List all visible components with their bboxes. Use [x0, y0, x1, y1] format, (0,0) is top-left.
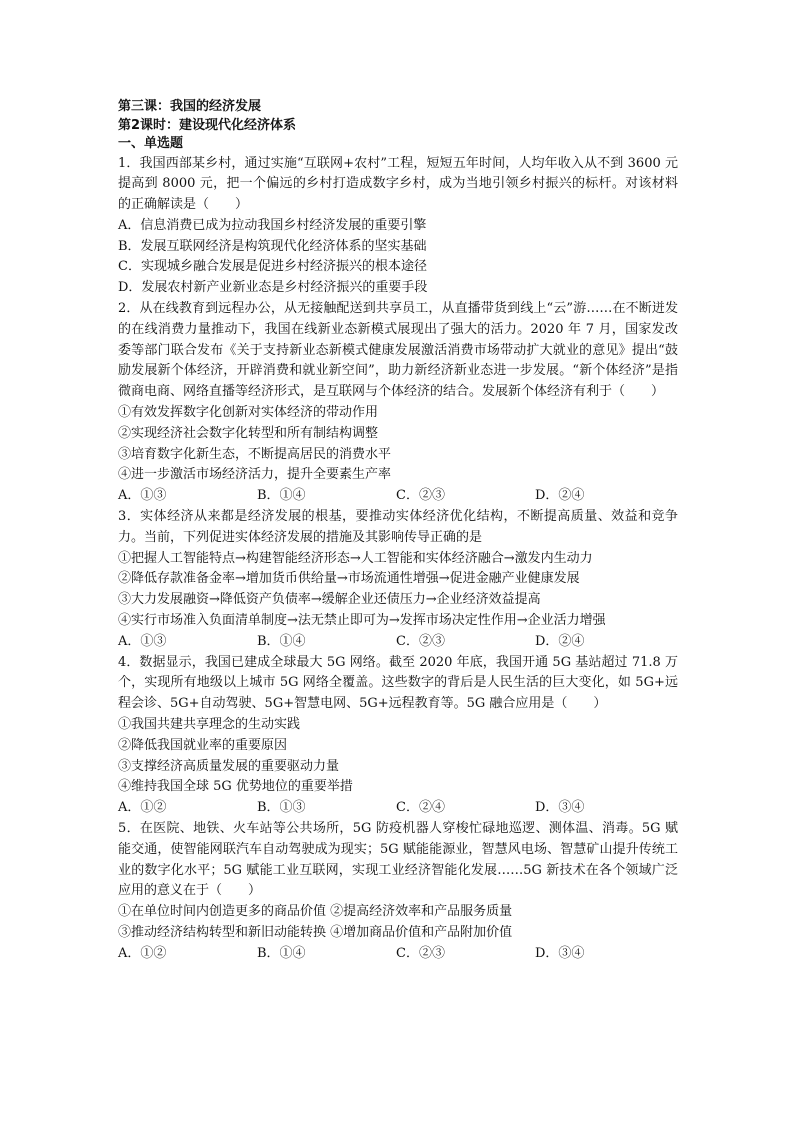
answer-option-b: B．发展互联网经济是构筑现代化经济体系的坚实基础: [118, 238, 427, 254]
statement-item-2: ②降低我国就业率的重要原因: [118, 737, 288, 753]
lesson-title: 第三课：我国的经济发展: [118, 99, 262, 114]
answer-option-a: A．①②: [118, 945, 167, 961]
period-title: 第2课时：建设现代化经济体系: [118, 117, 297, 133]
worksheet-page: [118, 98, 678, 965]
answer-option-c: C．实现城乡融合发展是促进乡村经济振兴的根本途径: [118, 259, 427, 275]
statement-item-4: ④实行市场准入负面清单制度→法无禁止即可为→发挥市场决定性作用→企业活力增强: [118, 613, 606, 629]
answer-option-d: D．③④: [535, 945, 585, 961]
statement-item-4: ④维持我国全球 5G 优势地位的重要举措: [118, 779, 353, 795]
question-2: [118, 299, 678, 507]
answer-option-b: B．①③: [257, 800, 306, 816]
question-stem: 5．在医院、地铁、火车站等公共场所，5G 防疫机器人穿梭忙碌地巡逻、测体温、消毒。5G 赋能交通，使智能网联汽车自动驾驶成为现实；5G 赋能能源业，智慧风电场、智慧矿山提升传统工业的数字化水平；5G 赋能工业互联网，实现工业经济智能化发展……5G 新技术在各个领域广泛应用的意义在于（ ）: [118, 821, 678, 899]
question-4: [118, 653, 678, 819]
statement-item-2: ②降低存款准备金率→增加货币供给量→市场流通性增强→促进金融产业健康发展: [118, 571, 580, 587]
statement-items-3-4: ③推动经济结构转型和新旧动能转换 ④增加商品价值和产品附加价值: [118, 924, 513, 940]
statement-item-1: ①把握人工智能特点→构建智能经济形态→人工智能和实体经济融合→激发内生动力: [118, 550, 593, 566]
question-stem: 3．实体经济从来都是经济发展的根基，要推动实体经济优化结构，不断提高质量、效益和竞争力。当前，下列促进实体经济发展的措施及其影响传导正确的是: [118, 509, 678, 545]
question-3: [118, 507, 678, 653]
answer-options-row: [118, 798, 678, 819]
answer-option-c: C．②④: [396, 800, 445, 816]
answer-option-b: B．①④: [257, 633, 306, 649]
answer-options-row: [118, 486, 678, 507]
answer-option-a: A．信息消费已成为拉动我国乡村经济发展的重要引擎: [118, 217, 427, 233]
question-1: [118, 154, 678, 300]
statement-item-4: ④进一步激活市场经济活力，提升全要素生产率: [118, 467, 392, 483]
question-5: [118, 819, 678, 965]
answer-option-c: C．②③: [396, 488, 445, 504]
answer-option-c: C．②③: [396, 945, 445, 961]
question-stem: 4．数据显示，我国已建成全球最大 5G 网络。截至 2020 年底，我国开通 5G 基站超过 71.8 万个，实现所有地级以上城市 5G 网络全覆盖。这些数字的背后是人民生活的巨大变化，如 5G+远程会诊、5G+自动驾驶、5G+智慧电网、5G+远程教育等。5G 融合应用是（ ）: [118, 654, 678, 712]
answer-options-row: [118, 632, 678, 653]
statement-item-3: ③大力发展融资→降低资产负债率→缓解企业还债压力→企业经济效益提高: [118, 592, 541, 608]
statement-item-1: ①我国共建共享理念的生动实践: [118, 717, 301, 733]
answer-option-c: C．②③: [396, 633, 445, 649]
statement-item-1: ①有效发挥数字化创新对实体经济的带动作用: [118, 405, 379, 421]
statement-items-1-2: ①在单位时间内创造更多的商品价值 ②提高经济效率和产品服务质量: [118, 904, 513, 920]
section-title: 一、单选题: [118, 136, 184, 151]
answer-option-d: D．③④: [535, 800, 585, 816]
answer-option-d: D．②④: [535, 488, 585, 504]
answer-option-a: A．①②: [118, 800, 167, 816]
statement-item-3: ③支撑经济高质量发展的重要驱动力量: [118, 758, 340, 774]
question-stem: 2．从在线教育到远程办公，从无接触配送到共享员工，从直播带货到线上“云”游……在不断迸发的在线消费力量推动下，我国在线新业态新模式展现出了强大的活力。2020 年 7 月，国家发改委等部门联合发布《关于支持新业态新模式健康发展激活消费市场带动扩大就业的意见》提出“鼓励发展新个体经济，开辟消费和就业新空间”，助力新经济新业态进一步发展。“新个体经济”是指微商电商、网络直播等经济形式，是互联网与个体经济的结合。发展新个体经济有利于（ ）: [118, 301, 678, 400]
statement-item-3: ③培育数字化新生态，不断提高居民的消费水平: [118, 446, 392, 462]
answer-option-a: A．①③: [118, 488, 167, 504]
answer-option-a: A．①③: [118, 633, 167, 649]
answer-option-d: D．②④: [535, 633, 585, 649]
answer-options-row: [118, 944, 678, 965]
answer-option-b: B．①④: [257, 488, 306, 504]
statement-item-2: ②实现经济社会数字化转型和所有制结构调整: [118, 425, 379, 441]
answer-option-b: B．①④: [257, 945, 306, 961]
question-stem: 1．我国西部某乡村，通过实施“互联网+农村”工程，短短五年时间，人均年收入从不到 3600 元提高到 8000 元，把一个偏远的乡村打造成数字乡村，成为当地引领乡村振兴的标杆。对该材料的正确解读是（ ）: [118, 155, 678, 213]
answer-option-d: D．发展农村新产业新业态是乡村经济振兴的重要手段: [118, 280, 428, 296]
